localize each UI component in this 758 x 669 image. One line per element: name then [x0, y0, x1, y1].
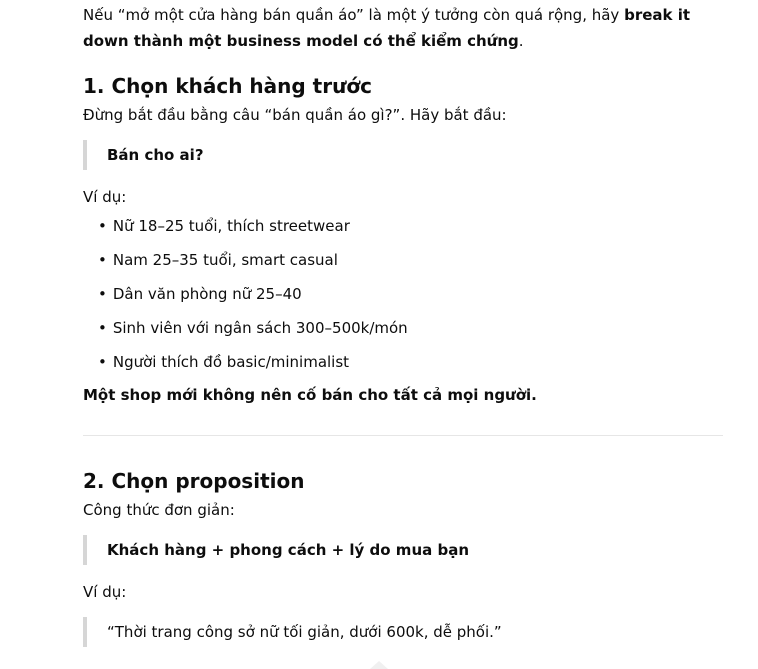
list-item-text: Sinh viên với ngân sách 300–500k/món	[112, 319, 408, 337]
bullet-icon: •	[98, 319, 107, 337]
quote-text: “Thời trang công sở nữ tối giản, dưới 600k, dễ phối.”	[107, 623, 502, 641]
list-item-text: Nam 25–35 tuổi, smart casual	[112, 251, 338, 269]
section-2-subtext: Công thức đơn giản:	[83, 501, 235, 519]
section-1-subtext: Đừng bắt đầu bằng câu “bán quần áo gì?”. Hãy bắt đầu:	[83, 106, 507, 124]
section-divider	[83, 435, 723, 436]
list-item-text: Người thích đồ basic/minimalist	[112, 353, 350, 371]
bullet-icon: •	[98, 353, 107, 371]
list-item	[98, 315, 723, 341]
list-item	[98, 349, 723, 375]
example-label: Ví dụ:	[83, 583, 127, 601]
list-item	[98, 213, 723, 239]
bullet-icon: •	[98, 217, 107, 235]
example-quote	[83, 617, 723, 647]
list-item-text: Dân văn phòng nữ 25–40	[112, 285, 302, 303]
list-item-text: Nữ 18–25 tuổi, thích streetwear	[112, 217, 350, 235]
customer-list	[83, 213, 723, 375]
list-item	[98, 247, 723, 273]
chat-message-content	[83, 2, 723, 661]
intro-period: .	[518, 32, 524, 50]
scroll-indicator-icon	[370, 661, 388, 669]
quote-text: Bán cho ai?	[107, 146, 204, 164]
example-label: Ví dụ:	[83, 188, 127, 206]
bullet-icon: •	[98, 285, 107, 303]
bullet-icon: •	[98, 251, 107, 269]
intro-paragraph	[83, 2, 723, 54]
intro-text: Nếu “mở một cửa hàng bán quần áo” là một ý tưởng còn quá rộng, hãy	[83, 6, 625, 24]
quote-text: Khách hàng + phong cách + lý do mua bạn	[107, 541, 469, 559]
section-1-quote	[83, 140, 723, 170]
section-1-heading: 1. Chọn khách hàng trước	[83, 74, 372, 98]
section-2-heading: 2. Chọn proposition	[83, 469, 305, 493]
intro-bold-text: break it down thành một business model có thể kiểm chứng	[83, 6, 691, 50]
section-2-quote	[83, 535, 723, 565]
list-item	[98, 281, 723, 307]
section-1-conclusion: Một shop mới không nên cố bán cho tất cả mọi người.	[83, 386, 537, 404]
